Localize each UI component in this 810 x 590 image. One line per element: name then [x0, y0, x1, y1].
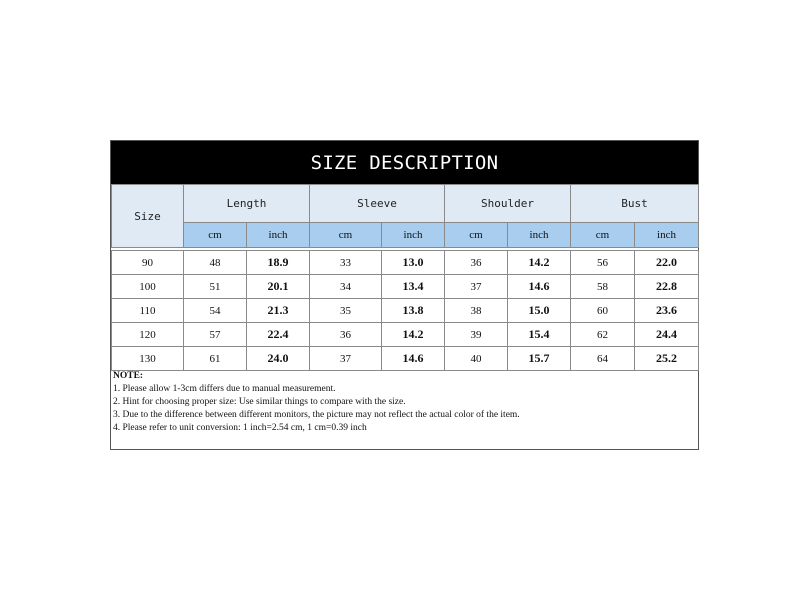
cell-length-cm: 48	[184, 251, 247, 275]
header-sleeve: Sleeve	[310, 185, 445, 223]
cell-shoulder-cm: 38	[445, 299, 508, 323]
cell-length-inch: 21.3	[247, 299, 310, 323]
cell-bust-cm: 58	[571, 275, 635, 299]
unit-cm: cm	[571, 223, 635, 248]
unit-cm: cm	[184, 223, 247, 248]
cell-length-cm: 57	[184, 323, 247, 347]
cell-shoulder-inch: 14.2	[508, 251, 571, 275]
size-table	[111, 184, 699, 371]
cell-size: 110	[112, 299, 184, 323]
cell-bust-cm: 62	[571, 323, 635, 347]
header-size: Size	[112, 185, 184, 248]
cell-bust-inch: 25.2	[635, 347, 699, 371]
cell-shoulder-cm: 40	[445, 347, 508, 371]
cell-sleeve-inch: 14.6	[382, 347, 445, 371]
cell-bust-cm: 60	[571, 299, 635, 323]
cell-length-cm: 51	[184, 275, 247, 299]
cell-sleeve-inch: 14.2	[382, 323, 445, 347]
unit-cm: cm	[445, 223, 508, 248]
note-line: 4. Please refer to unit conversion: 1 inch=2.54 cm, 1 cm=0.39 inch	[113, 423, 367, 433]
note-line: 2. Hint for choosing proper size: Use similar things to compare with the size.	[113, 397, 406, 407]
cell-length-inch: 20.1	[247, 275, 310, 299]
unit-inch: inch	[635, 223, 699, 248]
note-line: 1. Please allow 1-3cm differs due to manual measurement.	[113, 384, 336, 394]
cell-length-cm: 54	[184, 299, 247, 323]
cell-sleeve-cm: 33	[310, 251, 382, 275]
cell-bust-inch: 22.8	[635, 275, 699, 299]
unit-cm: cm	[310, 223, 382, 248]
cell-bust-inch: 24.4	[635, 323, 699, 347]
cell-size: 130	[112, 347, 184, 371]
chart-title: SIZE DESCRIPTION	[111, 141, 698, 184]
cell-shoulder-cm: 36	[445, 251, 508, 275]
cell-size: 120	[112, 323, 184, 347]
table-row	[112, 275, 699, 299]
cell-sleeve-inch: 13.0	[382, 251, 445, 275]
cell-size: 90	[112, 251, 184, 275]
size-chart	[110, 140, 699, 450]
table-row	[112, 299, 699, 323]
table-row	[112, 251, 699, 275]
cell-sleeve-cm: 34	[310, 275, 382, 299]
unit-inch: inch	[508, 223, 571, 248]
cell-shoulder-inch: 15.4	[508, 323, 571, 347]
cell-bust-cm: 56	[571, 251, 635, 275]
cell-sleeve-inch: 13.4	[382, 275, 445, 299]
cell-sleeve-cm: 35	[310, 299, 382, 323]
header-length: Length	[184, 185, 310, 223]
cell-sleeve-cm: 36	[310, 323, 382, 347]
cell-length-inch: 24.0	[247, 347, 310, 371]
note-line: 3. Due to the difference between different monitors, the picture may not reflect the actual color of the item.	[113, 410, 520, 420]
notes-title: NOTE:	[113, 371, 144, 381]
cell-shoulder-cm: 37	[445, 275, 508, 299]
table-row	[112, 347, 699, 371]
cell-sleeve-cm: 37	[310, 347, 382, 371]
cell-shoulder-cm: 39	[445, 323, 508, 347]
header-bust: Bust	[571, 185, 699, 223]
notes-block	[113, 370, 693, 435]
cell-shoulder-inch: 15.0	[508, 299, 571, 323]
unit-inch: inch	[247, 223, 310, 248]
cell-sleeve-inch: 13.8	[382, 299, 445, 323]
cell-shoulder-inch: 15.7	[508, 347, 571, 371]
table-row	[112, 323, 699, 347]
cell-shoulder-inch: 14.6	[508, 275, 571, 299]
cell-bust-cm: 64	[571, 347, 635, 371]
cell-length-cm: 61	[184, 347, 247, 371]
cell-bust-inch: 22.0	[635, 251, 699, 275]
cell-bust-inch: 23.6	[635, 299, 699, 323]
cell-size: 100	[112, 275, 184, 299]
unit-inch: inch	[382, 223, 445, 248]
header-shoulder: Shoulder	[445, 185, 571, 223]
cell-length-inch: 22.4	[247, 323, 310, 347]
cell-length-inch: 18.9	[247, 251, 310, 275]
